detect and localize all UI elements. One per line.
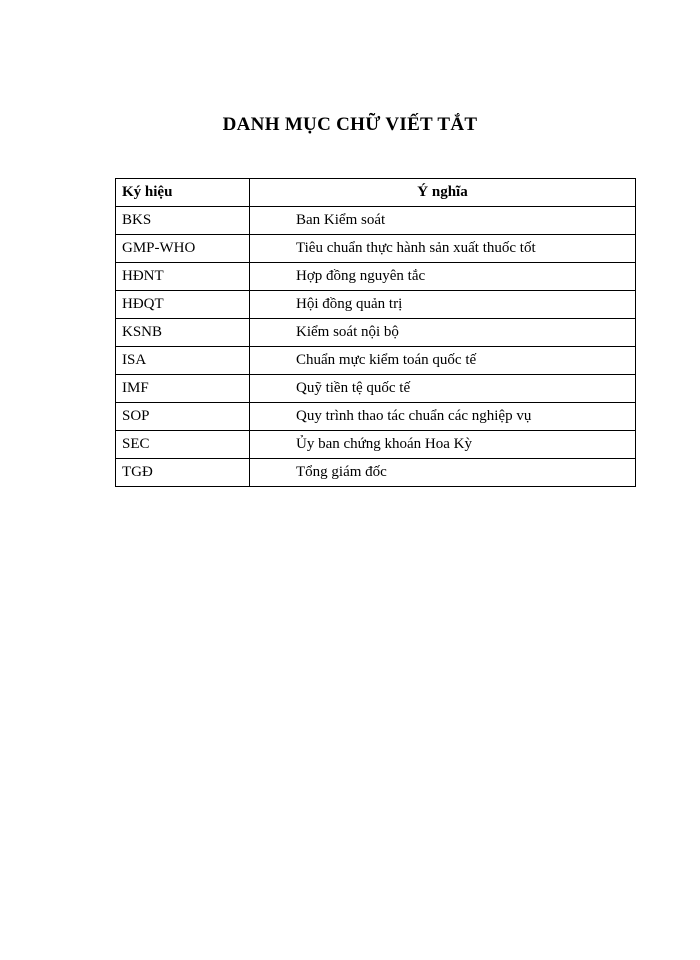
abbreviation-cell: TGĐ bbox=[116, 459, 250, 487]
abbreviation-cell: KSNB bbox=[116, 319, 250, 347]
meaning-cell: Tiêu chuẩn thực hành sản xuất thuốc tốt bbox=[250, 235, 636, 263]
table-row bbox=[116, 235, 636, 263]
table-row bbox=[116, 431, 636, 459]
abbreviation-table bbox=[115, 178, 636, 487]
column-header-meaning: Ý nghĩa bbox=[250, 179, 636, 207]
meaning-cell: Tổng giám đốc bbox=[250, 459, 636, 487]
abbreviation-cell: HĐQT bbox=[116, 291, 250, 319]
table-row bbox=[116, 263, 636, 291]
abbreviation-cell: SEC bbox=[116, 431, 250, 459]
column-header-symbol: Ký hiệu bbox=[116, 179, 250, 207]
table-row bbox=[116, 319, 636, 347]
table-row bbox=[116, 403, 636, 431]
abbreviation-cell: GMP-WHO bbox=[116, 235, 250, 263]
meaning-cell: Hợp đồng nguyên tắc bbox=[250, 263, 636, 291]
meaning-cell: Chuẩn mực kiểm toán quốc tế bbox=[250, 347, 636, 375]
abbreviation-cell: SOP bbox=[116, 403, 250, 431]
abbreviation-cell: HĐNT bbox=[116, 263, 250, 291]
meaning-cell: Ủy ban chứng khoán Hoa Kỳ bbox=[250, 431, 636, 459]
abbreviation-cell: IMF bbox=[116, 375, 250, 403]
table-row bbox=[116, 375, 636, 403]
meaning-cell: Quỹ tiền tệ quốc tế bbox=[250, 375, 636, 403]
abbreviation-cell: ISA bbox=[116, 347, 250, 375]
abbreviation-cell: BKS bbox=[116, 207, 250, 235]
table-row bbox=[116, 207, 636, 235]
table-row bbox=[116, 459, 636, 487]
page-title: DANH MỤC CHỮ VIẾT TẮT bbox=[222, 114, 478, 135]
meaning-cell: Quy trình thao tác chuẩn các nghiệp vụ bbox=[250, 403, 636, 431]
table-row bbox=[116, 347, 636, 375]
meaning-cell: Ban Kiểm soát bbox=[250, 207, 636, 235]
meaning-cell: Hội đồng quản trị bbox=[250, 291, 636, 319]
table-row bbox=[116, 291, 636, 319]
meaning-cell: Kiểm soát nội bộ bbox=[250, 319, 636, 347]
table-header-row bbox=[116, 179, 636, 207]
